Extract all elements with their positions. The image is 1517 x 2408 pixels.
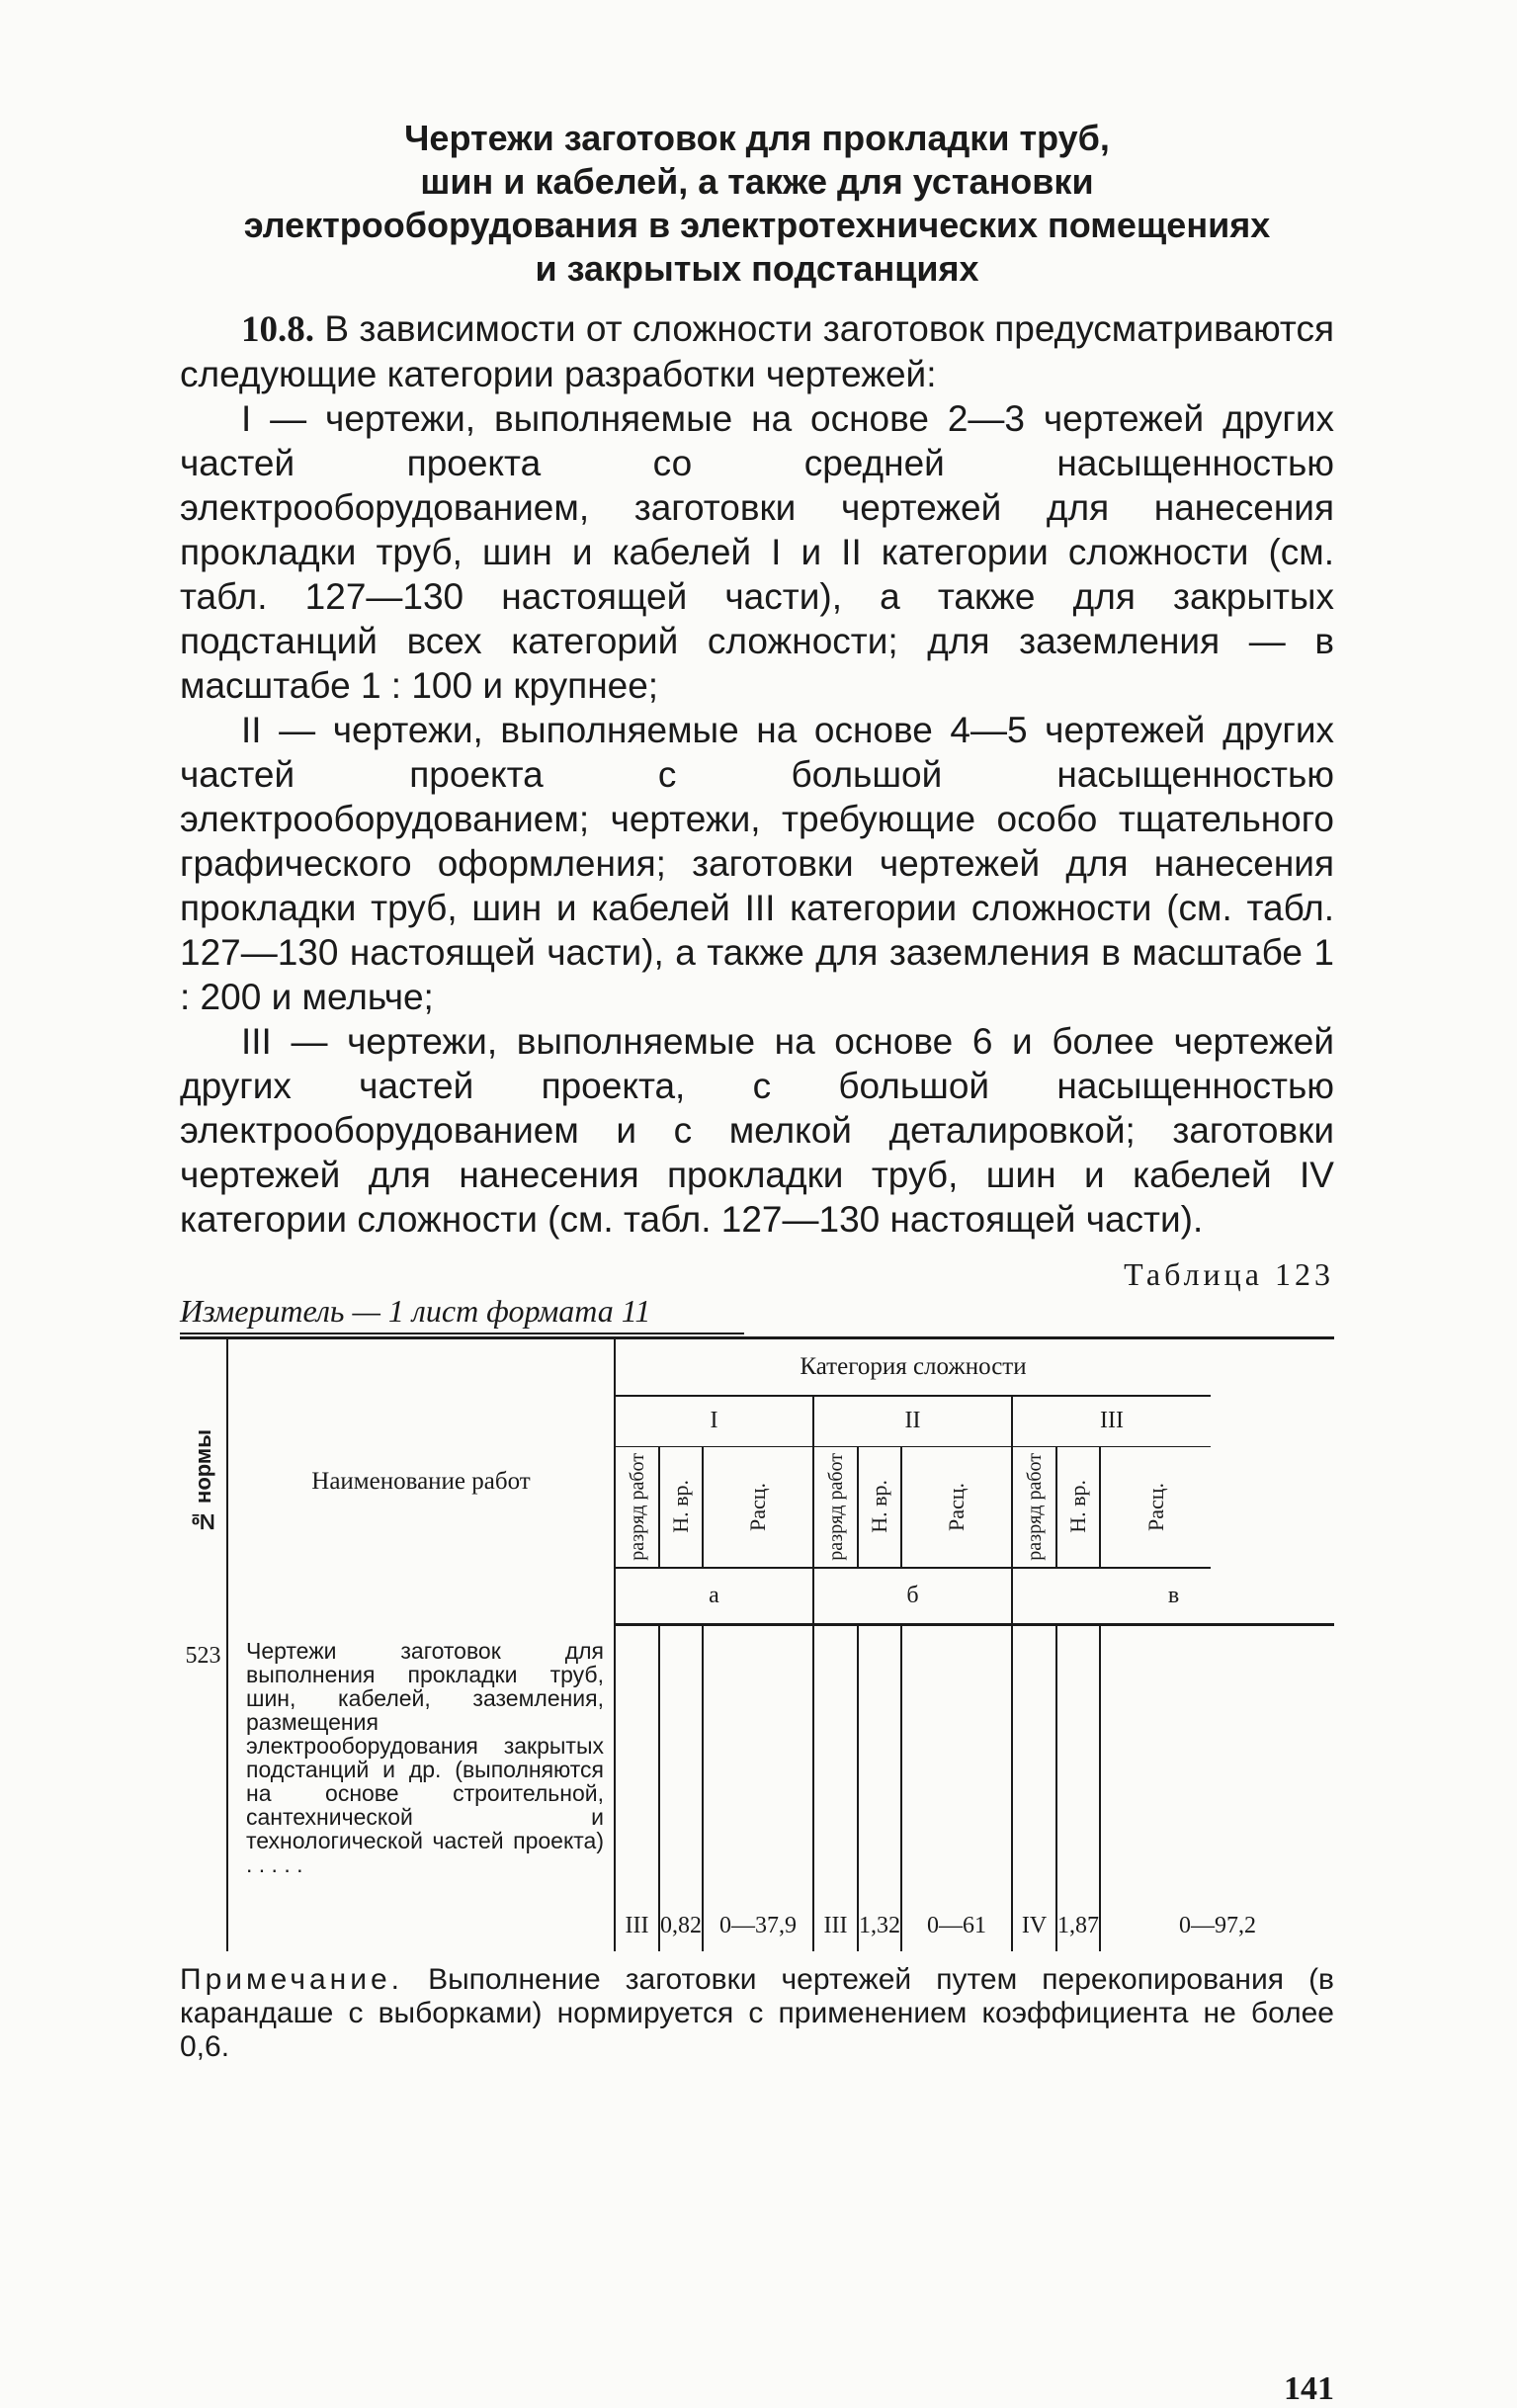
row-a-rank: III xyxy=(615,1625,659,1951)
header-complexity: Категория сложности xyxy=(615,1338,1211,1396)
header-time-c: Н. вр. xyxy=(1056,1447,1100,1568)
header-rate-b: Расц. xyxy=(901,1447,1012,1568)
heading-line-3: электрооборудования в электротехнических помещениях xyxy=(243,205,1271,245)
document-page xyxy=(180,117,1334,2407)
row-b-rank: III xyxy=(813,1625,858,1951)
heading-line-4: и закрытых подстанциях xyxy=(535,248,979,289)
header-rank-c: разряд работ xyxy=(1012,1447,1056,1568)
header-col-c: в xyxy=(1012,1568,1334,1625)
header-cat-III: III xyxy=(1012,1396,1211,1447)
header-rate-c: Расц. xyxy=(1100,1447,1211,1568)
row-a-rate: 0—37,9 xyxy=(703,1625,813,1951)
header-rank-b: разряд работ xyxy=(813,1447,858,1568)
category-3-text: III — чертежи, выполняемые на основе 6 и более чертежей других частей проекта, с большой насыщенностью электрооборудованием и с мелкой деталировкой; заготовки чертежей для нанесения прокладки труб, шин и кабелей IV категории сложности (см. табл. 127—130 настоящей части). xyxy=(180,1021,1334,1240)
row-c-rate: 0—97,2 xyxy=(1100,1625,1334,1951)
row-c-rank: IV xyxy=(1012,1625,1056,1951)
row-c-time: 1,87 xyxy=(1056,1625,1100,1951)
row-b-time: 1,32 xyxy=(858,1625,901,1951)
note-text: Выполнение заготовки чертежей путем перекопирования (в карандаше с выборками) нормируется с применением коэффициента не более 0,6. xyxy=(180,1962,1334,2063)
row-b-rate: 0—61 xyxy=(901,1625,1012,1951)
category-2-text: II — чертежи, выполняемые на основе 4—5 чертежей других частей проекта с большой насыщенностью электрооборудованием; чертежи, требующие особо тщательного графического оформления; заготовки чертежей для нанесения прокладки труб, шин и кабелей III категории сложности (см. табл. 127—130 настоящей части), а также для заземления в масштабе 1 : 200 и мельче; xyxy=(180,710,1334,1017)
section-number: 10.8. xyxy=(241,309,314,350)
heading-line-1: Чертежи заготовок для прокладки труб, xyxy=(404,118,1110,158)
header-rate-a: Расц. xyxy=(703,1447,813,1568)
row-a-time: 0,82 xyxy=(659,1625,703,1951)
norms-table xyxy=(180,1336,1334,1951)
table-note xyxy=(180,1963,1334,2064)
table-caption: Таблица 123 xyxy=(1124,1256,1334,1292)
intro-text: В зависимости от сложности заготовок предусматриваются следующие категории разработки чертежей: xyxy=(180,308,1334,394)
table-row xyxy=(180,1625,1334,1951)
header-time-b: Н. вр. xyxy=(858,1447,901,1568)
table-measure: Измеритель — 1 лист формата 11 xyxy=(180,1293,744,1334)
header-work-name: Наименование работ xyxy=(227,1338,615,1625)
row-work-name: Чертежи заготовок для выполнения прокладки труб, шин, кабелей, заземления, размещения электрооборудования закрытых подстанций и др. (выполняются на основе строительной, сантехнической и технологической частей проекта) . . . . . xyxy=(227,1625,615,1951)
section-intro xyxy=(180,306,1334,396)
header-norm-no: № нормы xyxy=(190,1429,215,1535)
row-number: 523 xyxy=(185,1642,221,1669)
header-time-a: Н. вр. xyxy=(659,1447,703,1568)
header-cat-I: I xyxy=(615,1396,813,1447)
heading-line-2: шин и кабелей, а также для установки xyxy=(420,161,1094,202)
header-col-a: а xyxy=(615,1568,813,1625)
category-1-text: I — чертежи, выполняемые на основе 2—3 чертежей других частей проекта со средней насыщенностью электрооборудованием, заготовки чертежей для нанесения прокладки труб, шин и кабелей I и II категории сложности (см. табл. 127—130 настоящей части), а также для закрытых подстанций всех категорий сложности; для заземления — в масштабе 1 : 100 и крупнее; xyxy=(180,398,1334,706)
section-heading xyxy=(180,117,1334,291)
header-rank-a: разряд работ xyxy=(615,1447,659,1568)
header-cat-II: II xyxy=(813,1396,1012,1447)
page-number: 141 xyxy=(1284,2370,1334,2407)
header-col-b: б xyxy=(813,1568,1012,1625)
note-label: Примечание. xyxy=(180,1962,403,1996)
